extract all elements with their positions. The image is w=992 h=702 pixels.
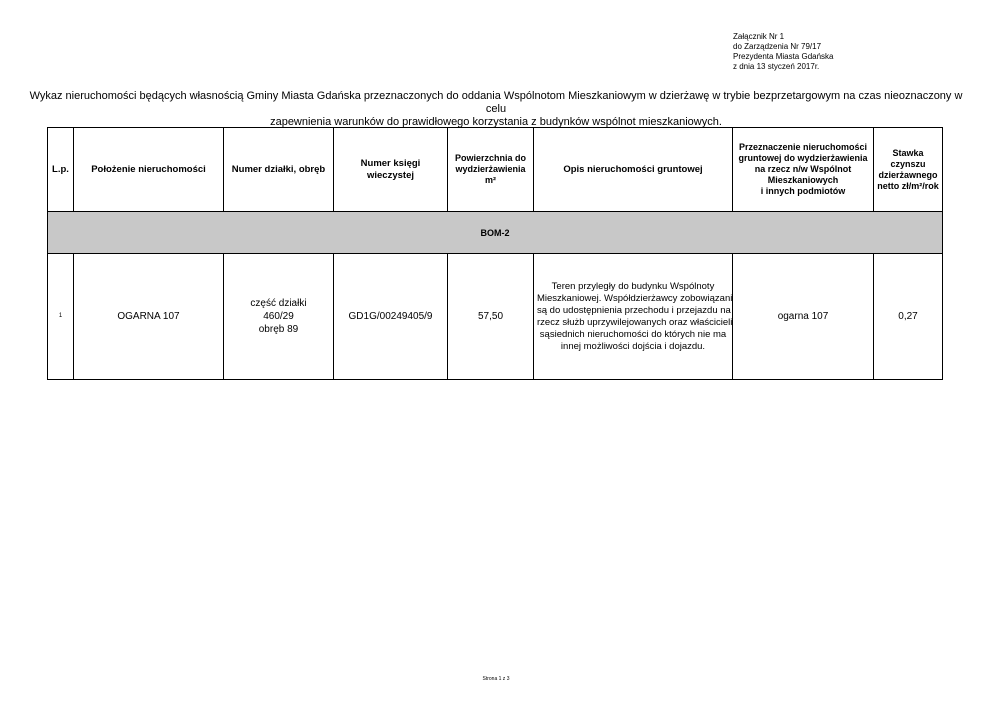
header-location: Położenie nieruchomości (74, 128, 224, 212)
header-purpose (733, 128, 874, 212)
header-purpose-line: Mieszkaniowych (767, 175, 839, 185)
annex-note (733, 32, 834, 72)
header-row (48, 128, 943, 212)
annex-line: z dnia 13 styczeń 2017r. (733, 62, 820, 71)
cell-lp: 1 (48, 254, 74, 380)
cell-description-line: Teren przyległy do budynku Wspólnoty (551, 280, 715, 292)
header-area-line: wydzierżawienia (455, 164, 526, 174)
header-description: Opis nieruchomości gruntowej (534, 128, 733, 212)
cell-location: OGARNA 107 (74, 254, 224, 380)
header-rate (874, 128, 943, 212)
header-register: Numer księgi wieczystej (334, 128, 448, 212)
header-rate-line: czynszu (890, 158, 926, 169)
header-rate-line: netto zł/m²/rok (877, 180, 939, 191)
document-title (20, 90, 972, 129)
cell-purpose: ogarna 107 (733, 254, 874, 380)
header-area-line: Powierzchnia do (454, 153, 526, 163)
cell-plot-line: 460/29 (263, 311, 294, 322)
cell-description-line: Mieszkaniowej. Współdzierżawcy zobowiązani (537, 292, 733, 304)
header-rate-line: dzierżawnego (878, 169, 938, 180)
cell-description-line: sąsiednich nieruchomości do których nie ma (539, 328, 727, 340)
header-purpose-line: na rzecz n/w Wspólnot (754, 164, 852, 174)
section-row (48, 212, 943, 254)
header-rate-line: Stawka (892, 147, 924, 158)
cell-description-line: innej możliwości dojścia i dojazdu. (560, 340, 706, 352)
cell-register: GD1G/00249405/9 (334, 254, 448, 380)
header-plot: Numer działki, obręb (224, 128, 334, 212)
page-number: Strona 1 z 3 (482, 676, 510, 682)
header-area (448, 128, 534, 212)
annex-line: Prezydenta Miasta Gdańska (733, 52, 834, 61)
header-purpose-line: i innych podmiotów (760, 186, 846, 196)
cell-description-line: rzecz służb uprzywilejowanych oraz właścicieli (537, 316, 733, 328)
cell-plot-line: część działki (250, 298, 307, 309)
cell-plot (224, 254, 334, 380)
annex-line: Załącznik Nr 1 (733, 32, 785, 41)
cell-rate: 0,27 (874, 254, 943, 380)
property-table (47, 127, 943, 380)
header-purpose-line: gruntowej do wydzierżawienia (738, 153, 868, 163)
cell-area: 57,50 (448, 254, 534, 380)
title-line: zapewnienia warunków do prawidłowego korzystania z budynków wspólnot mieszkaniowych. (270, 116, 722, 128)
annex-line: do Zarządzenia Nr 79/17 (733, 42, 822, 51)
cell-description (534, 254, 733, 380)
section-label: BOM-2 (48, 212, 943, 254)
header-purpose-line: Przeznaczenie nieruchomości (738, 142, 868, 152)
header-lp: L.p. (48, 128, 74, 212)
header-area-unit: m² (485, 175, 496, 185)
title-line: Wykaz nieruchomości będących własnością Gminy Miasta Gdańska przeznaczonych do oddania Wspólnotom Mieszkaniowym w dzierżawę w trybie bezprzetargowym na czas nieoznaczony w celu (29, 90, 963, 115)
table-row (48, 254, 943, 380)
cell-plot-line: obręb 89 (258, 324, 299, 335)
cell-description-line: są do udostępnienia przechodu i przejazdu na (537, 304, 731, 316)
